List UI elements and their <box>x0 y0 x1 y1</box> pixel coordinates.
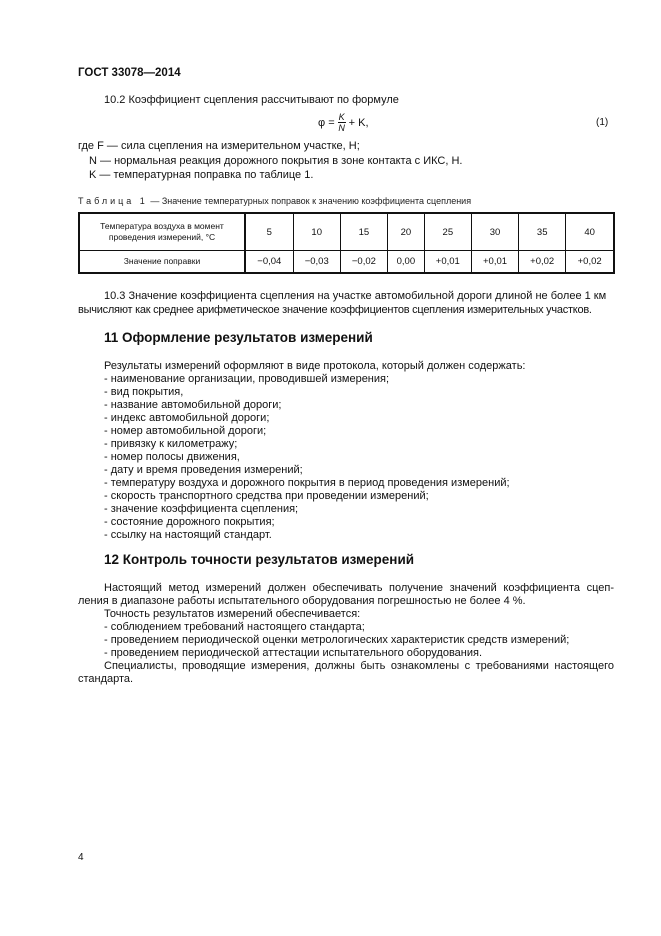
table-cell: +0,01 <box>471 251 518 274</box>
symbol: K — <box>89 169 111 181</box>
table-cell: 20 <box>388 213 425 251</box>
list-item: - номер полосы движения, <box>104 451 240 463</box>
symbol: N — <box>89 154 111 167</box>
list-item: - проведением периодической аттестации испытательного оборудования. <box>104 647 483 659</box>
list-item: - дату и время проведения измерений; <box>104 464 303 476</box>
formula-lhs: φ = <box>318 116 335 129</box>
table-cell: 15 <box>340 213 387 251</box>
section-11-intro: Результаты измерений оформляют в виде протокола, который должен содержать: <box>104 360 526 372</box>
row-header: Значение поправки <box>79 251 245 274</box>
row-header: Температура воздуха в момент проведения измерений, °С <box>79 213 245 251</box>
formula-denominator: N <box>338 123 345 133</box>
paragraph-10-2: 10.2 Коэффициент сцепления рассчитывают по формуле <box>104 94 399 106</box>
formula-rhs: + K, <box>348 116 369 129</box>
table-cell: 10 <box>293 213 340 251</box>
paragraph-10-3-line1: 10.3 Значение коэффициента сцепления на участке автомобильной дороги длиной не более 1 км <box>104 290 607 302</box>
list-item: - скорость транспортного средства при проведении измерений; <box>104 490 429 502</box>
list-item: - привязку к километражу; <box>104 438 238 450</box>
section-12-heading: 12 Контроль точности результатов измерений <box>104 552 415 567</box>
table-cell: −0,03 <box>293 251 340 274</box>
table-cell: 40 <box>566 213 614 251</box>
section-12-p2: Точность результатов измерений обеспечивается: <box>104 608 361 620</box>
list-item: - значение коэффициента сцепления; <box>104 503 299 515</box>
table-cell: 0,00 <box>388 251 425 274</box>
table-row <box>79 251 614 274</box>
where-item <box>78 169 614 184</box>
formula <box>318 112 369 133</box>
where-list <box>78 140 614 184</box>
temperature-correction-table <box>78 212 615 274</box>
table-cell: 30 <box>471 213 518 251</box>
table-cell: −0,04 <box>245 251 293 274</box>
where-item <box>78 155 614 170</box>
document-header: ГОСТ 33078—2014 <box>78 67 181 79</box>
where-item <box>78 140 614 155</box>
section-11-heading: 11 Оформление результатов измерений <box>104 330 373 345</box>
table-cell: +0,02 <box>519 251 566 274</box>
list-item: - индекс автомобильной дороги; <box>104 412 270 424</box>
table-caption <box>78 195 614 208</box>
section-12-p3-line1: Специалисты, проводящие измерения, должны быть ознакомлены с требованиями настоящего <box>104 660 614 672</box>
section-12-p1-line2: ления в диапазоне работы испытательного оборудования погрешностью не более 4 %. <box>78 595 526 607</box>
section-12-p1-line1: Настоящий метод измерений должен обеспечивать получение значений коэффициента сцеп- <box>104 582 614 594</box>
page-number: 4 <box>78 852 84 863</box>
section-11-list <box>78 373 614 542</box>
table-cell: +0,01 <box>424 251 471 274</box>
section-12-list <box>78 621 614 660</box>
symbol: где F — <box>78 140 118 152</box>
definition: температурная поправка по таблице 1. <box>113 169 314 181</box>
table-cell: +0,02 <box>566 251 614 274</box>
table-cell: 25 <box>424 213 471 251</box>
definition: нормальная реакция дорожного покрытия в зоне контакта с ИКС, Н. <box>114 154 463 167</box>
list-item: - название автомобильной дороги; <box>104 399 282 411</box>
table-cell: 5 <box>245 213 293 251</box>
list-item: - проведением периодической оценки метрологических характеристик средств измерений; <box>104 634 570 646</box>
table-cell: 35 <box>519 213 566 251</box>
list-item: - номер автомобильной дороги; <box>104 425 267 437</box>
formula-numerator: K <box>338 112 345 122</box>
list-item: - соблюдением требований настоящего стандарта; <box>104 621 365 633</box>
list-item: - температуру воздуха и дорожного покрытия в период проведения измерений; <box>104 477 510 489</box>
definition: сила сцепления на измерительном участке, Н; <box>120 140 360 152</box>
paragraph-10-3-line2: вычисляют как среднее арифметическое значение коэффициентов сцепления измерительных участков. <box>78 304 592 316</box>
list-item: - ссылку на настоящий стандарт. <box>104 529 272 541</box>
list-item: - состояние дорожного покрытия; <box>104 516 275 528</box>
equation-number: (1) <box>596 117 609 128</box>
table-caption-text: — Значение температурных поправок к значению коэффициента сцепления <box>150 196 472 206</box>
table-caption-label: Таблица 1 <box>78 196 148 206</box>
list-item: - наименование организации, проводившей измерения; <box>104 373 390 385</box>
list-item: - вид покрытия, <box>104 386 184 398</box>
table-row <box>79 213 614 251</box>
section-12-p3-line2: стандарта. <box>78 673 134 685</box>
formula-fraction <box>338 112 346 133</box>
table-cell: −0,02 <box>340 251 387 274</box>
